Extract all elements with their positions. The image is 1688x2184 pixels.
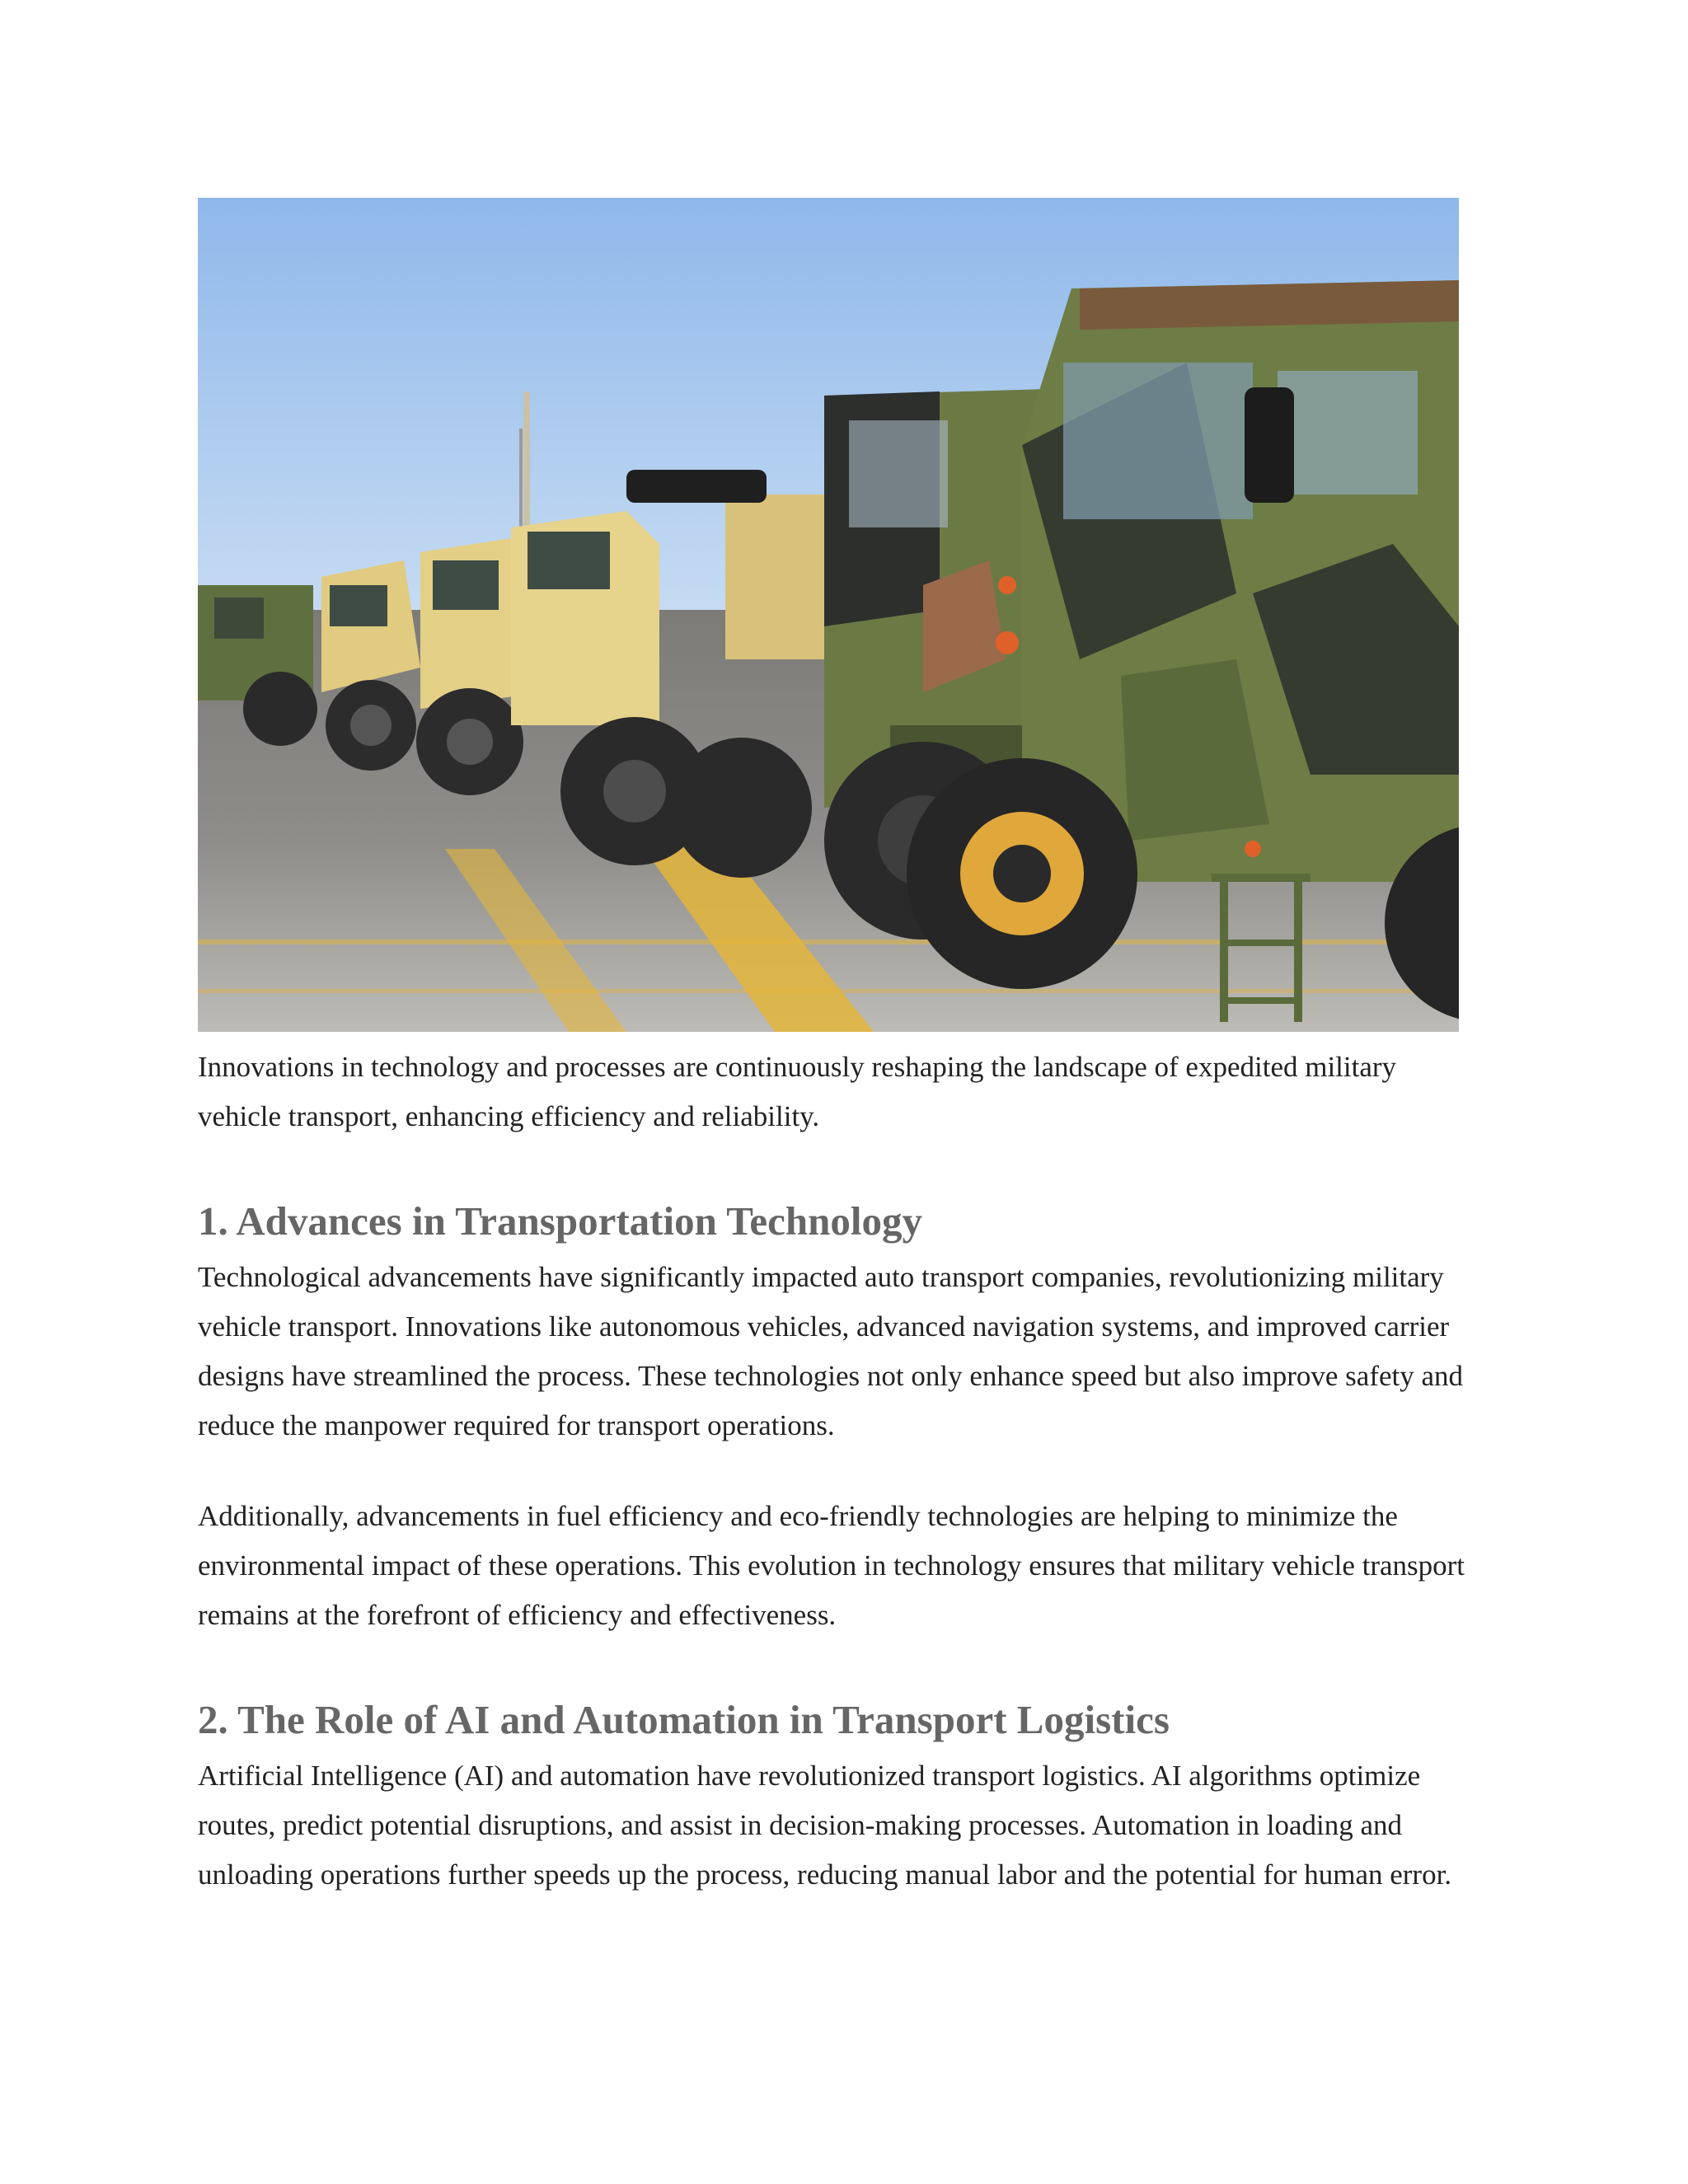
section-heading-advances: 1. Advances in Transportation Technology [198, 1198, 923, 1244]
section-paragraph: Technological advancements have significantly impacted auto transport companies, revolutionizing military vehicle transport. Innovations like autonomous vehicles, advanced navigation systems, and improved carrier designs have streamlined the process. These technologies not only enhance speed but also improve safety and reduce the manpower required for transport operations. [198, 1261, 1464, 1441]
section-heading-ai-automation: 2. The Role of AI and Automation in Transport Logistics [198, 1697, 1170, 1742]
section-paragraph: Artificial Intelligence (AI) and automation have revolutionized transport logistics. AI algorithms optimize routes, predict potential disruptions, and assist in decision-making processes. Automation in loading and unloading operations further speeds up the process, reducing manual labor and the potential for human error. [198, 1760, 1452, 1891]
section-paragraph: Additionally, advancements in fuel efficiency and eco-friendly technologies are helping to minimize the environmental impact of these operations. This evolution in technology ensures that military vehicle transport remains at the forefront of efficiency and effectiveness. [198, 1500, 1465, 1631]
military-trucks-photo [198, 198, 1459, 1032]
image-caption: Innovations in technology and processes are continuously reshaping the landscape of expedited military vehicle transport, enhancing efficiency and reliability. [198, 1051, 1397, 1132]
